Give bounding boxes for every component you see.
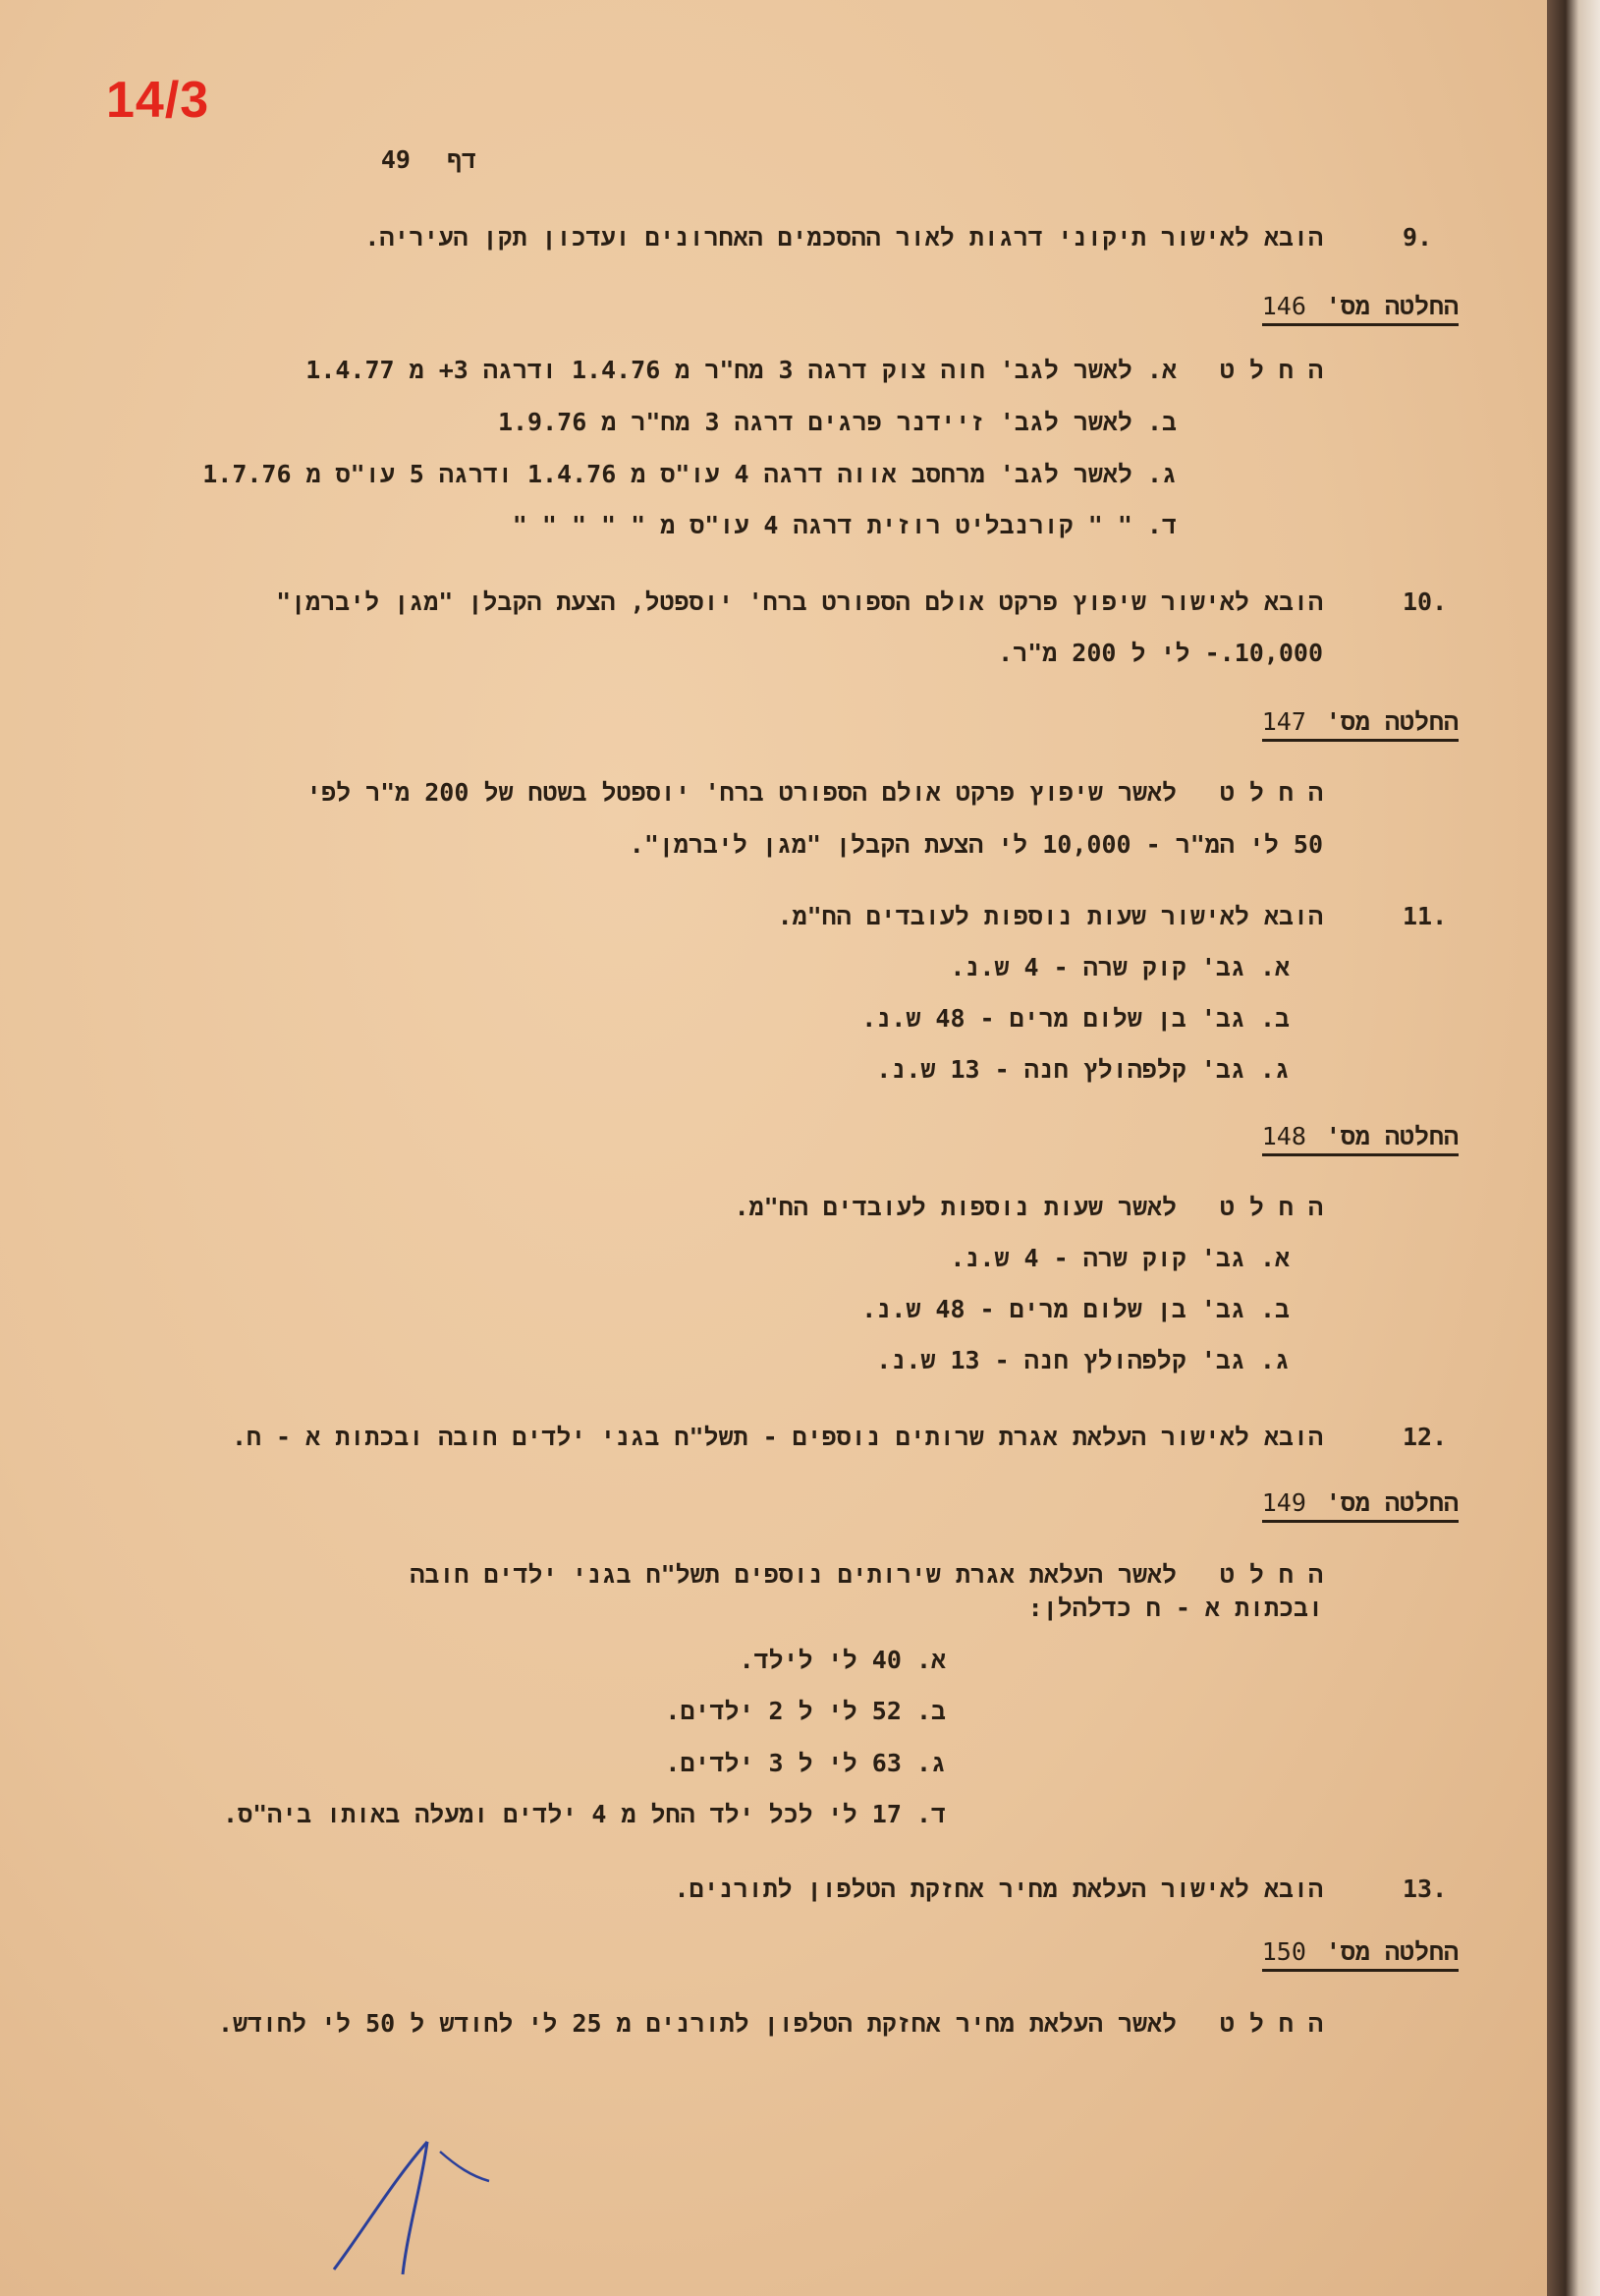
decision-150-word: ה ח ל ט [1219,2009,1323,2038]
page-label [381,145,476,175]
decision-149-heading [1262,1488,1459,1523]
page-label-number: 49 [380,145,411,174]
page-label-word: דף [446,145,476,174]
item-12-text: הובא לאישור העלאת אגרת שרותים נוספים - תשל"ח בגני ילדים חובה ובכתות א - ח. [231,1423,1323,1451]
decision-150-text: לאשר העלאת מחיר אחזקת הטלפון לתורנים מ 25 לי לחודש ל 50 לי לחודש. [217,2009,1177,2038]
item-10-line2: 10,000.- לי ל 200 מ"ר. [998,639,1323,667]
decision-149-line1: לאשר העלאת אגרת שירותים נוספים תשל"ח בגני ילדים חובה [410,1560,1177,1589]
item-11-text: הובא לאישור שעות נוספות לעובדים הח"מ. [777,902,1323,930]
decision-146-word: ה ח ל ט [1219,356,1323,384]
decision-148-row-g: ג. גב' קלפהולץ חנה - 13 ש.נ. [876,1346,1290,1374]
item-11-row-b: ב. גב' בן שלום מרים - 48 ש.נ. [861,1004,1290,1033]
page-stamp: 14/3 [106,72,210,129]
decision-148-row-a: א. גב' קוק שרה - 4 ש.נ. [950,1244,1290,1272]
decision-147-word: ה ח ל ט [1219,778,1323,807]
item-11-row-a: א. גב' קוק שרה - 4 ש.נ. [950,953,1290,981]
decision-146-b: ב. לאשר לגב' זיידנר פרגים דרגה 3 מח"ר מ 1.9.76 [497,408,1177,436]
decision-148-row-b: ב. גב' בן שלום מרים - 48 ש.נ. [861,1295,1290,1323]
item-13-number: 13. [1403,1875,1448,1903]
item-11-number: 11. [1403,902,1448,930]
decision-147-label: החלטה מס' [1325,707,1459,736]
decision-148-number: 148 [1261,1122,1306,1150]
decision-150-label: החלטה מס' [1325,1937,1459,1966]
item-9-text: הובא לאישור תיקוני דרגות לאור ההסכמים האחרונים ועדכון תקן העיריה. [364,223,1323,252]
decision-148-label: החלטה מס' [1325,1122,1459,1150]
item-10-number: 10. [1403,588,1448,616]
decision-147-line2: 50 לי המ"ר - 10,000 לי הצעת הקבלן "מגן ליברמן". [629,830,1323,859]
item-13-text: הובא לאישור העלאת מחיר אחזקת הטלפון לתורנים. [674,1875,1323,1903]
decision-148-word: ה ח ל ט [1219,1193,1323,1221]
decision-146-d: ד. " " קורנבליט רוזית דרגה 4 עו"ס מ " " " " " [512,511,1177,539]
decision-146-label: החלטה מס' [1325,292,1459,320]
decision-148-text: לאשר שעות נוספות לעובדים הח"מ. [734,1193,1177,1221]
decision-149-label: החלטה מס' [1325,1488,1459,1517]
decision-147-heading [1262,707,1459,742]
decision-148-heading [1262,1122,1459,1156]
item-10-line1: הובא לאישור שיפוץ פרקט אולם הספורט ברח' יוספטל, הצעת הקבלן "מגן ליברמן" [276,588,1323,616]
decision-146-g: ג. לאשר לגב' מרחסב אווה דרגה 4 עו"ס מ 1.4.76 ודרגה 5 עו"ס מ 1.7.76 [202,460,1177,488]
decision-149-row-a: א. 40 לי לילד. [739,1646,946,1674]
item-12-number: 12. [1403,1423,1448,1451]
decision-150-heading [1262,1937,1459,1972]
decision-149-number: 149 [1261,1488,1306,1517]
item-9-number: 9. [1403,223,1433,252]
signature-mark [324,2122,521,2279]
scan-edge [1547,0,1600,2296]
decision-149-line2: ובכתות א - ח כדלהלן: [1027,1594,1323,1622]
decision-146-number: 146 [1261,292,1306,320]
decision-147-line1: לאשר שיפוץ פרקט אולם הספורט ברח' יוספטל בשטח של 200 מ"ר לפי [306,778,1177,807]
decision-147-number: 147 [1261,707,1306,736]
decision-146-heading [1262,292,1459,326]
decision-149-row-d: ד. 17 לי לכל ילד החל מ 4 ילדים ומעלה באותו ביה"ס. [223,1800,946,1828]
decision-146-a: א. לאשר לגב' חוה צוק דרגה 3 מח"ר מ 1.4.76 ודרגה 3+ מ 1.4.77 [305,356,1177,384]
item-11-row-g: ג. גב' קלפהולץ חנה - 13 ש.נ. [876,1055,1290,1084]
decision-149-word: ה ח ל ט [1219,1560,1323,1589]
decision-150-number: 150 [1261,1937,1306,1966]
decision-149-row-g: ג. 63 לי ל 3 ילדים. [665,1749,946,1777]
decision-149-row-b: ב. 52 לי ל 2 ילדים. [665,1697,946,1725]
